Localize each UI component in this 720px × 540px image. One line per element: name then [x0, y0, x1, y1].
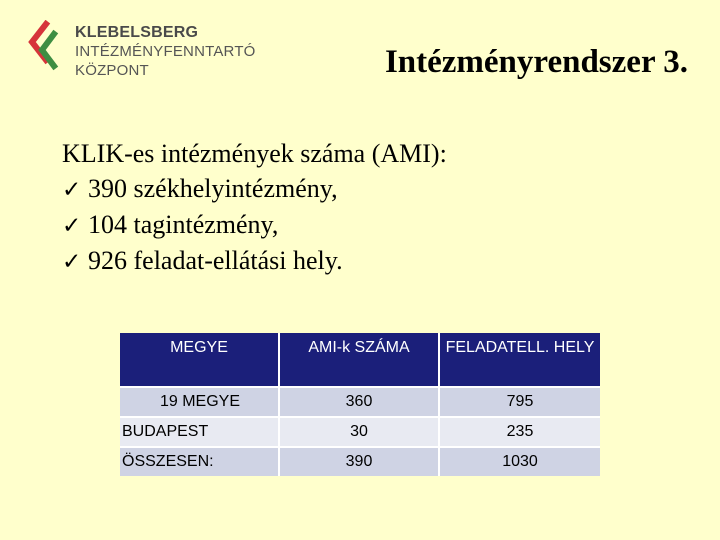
checkmark-icon: ✓	[62, 213, 82, 238]
table-row	[120, 447, 600, 476]
list-item-text: 926 feladat-ellátási hely.	[88, 246, 343, 275]
table-header-row	[120, 333, 600, 387]
list-item	[62, 171, 447, 207]
table-cell: 235	[439, 417, 600, 447]
checkmark-icon: ✓	[62, 249, 82, 274]
table-cell: 390	[279, 447, 439, 476]
list-item	[62, 243, 447, 279]
table-row	[120, 417, 600, 447]
checkmark-icon: ✓	[62, 177, 82, 202]
table-cell: 19 MEGYE	[120, 387, 279, 417]
table-cell: BUDAPEST	[120, 417, 279, 447]
klik-chevron-icon	[24, 20, 74, 80]
header-megye: MEGYE	[120, 333, 279, 387]
header-feladatell-hely: FELADATELL. HELY	[439, 333, 600, 387]
logo-line-3: KÖZPONT	[75, 62, 149, 79]
list-item-text: 104 tagintézmény,	[88, 210, 279, 239]
header-ami-szama: AMI-k SZÁMA	[279, 333, 439, 387]
list-item-text: 390 székhelyintézmény,	[88, 174, 338, 203]
klik-logo	[24, 20, 254, 80]
intro-text: KLIK-es intézmények száma (AMI):	[62, 139, 447, 168]
slide-body	[62, 136, 447, 279]
institutions-table	[120, 333, 600, 476]
table-cell: 1030	[439, 447, 600, 476]
table-cell: ÖSSZESEN:	[120, 447, 279, 476]
logo-line-2: INTÉZMÉNYFENNTARTÓ	[75, 43, 256, 60]
logo-wordmark	[75, 23, 256, 80]
table-row	[120, 387, 600, 417]
table-cell: 360	[279, 387, 439, 417]
logo-line-1: KLEBELSBERG	[75, 24, 199, 41]
table-cell: 795	[439, 387, 600, 417]
list-item	[62, 207, 447, 243]
slide-title: Intézményrendszer 3.	[384, 44, 688, 80]
table-cell: 30	[279, 417, 439, 447]
